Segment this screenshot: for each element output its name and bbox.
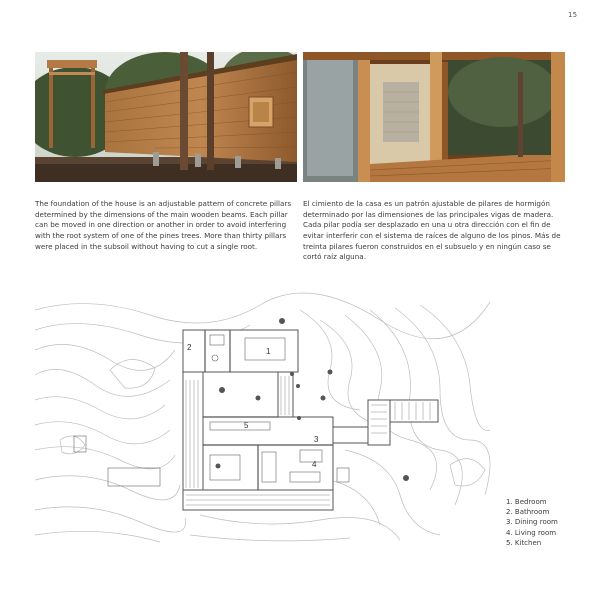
legend-item-kitchen: 5. Kitchen <box>506 538 542 547</box>
room-number-bathroom: 2 <box>187 343 192 352</box>
room-number-dining: 3 <box>314 435 319 444</box>
plan-legend <box>506 497 558 548</box>
house-walls <box>183 330 438 510</box>
caption-spanish: El cimiento de la casa es un patrón ajustable de pilares de hormigón determinado por las dimensiones de las principales vigas de madera. Cada pilar podía ser desplazado en una u otra dirección con el fin de evitar interferir con el sistema de raíces de alguno de los pinos. Más de treinta pilares fueron construidos en el subsuelo y en ningún caso se cortó raíz alguna. <box>303 199 561 262</box>
room-number-bedroom: 1 <box>266 347 271 356</box>
interior-photo-image <box>303 52 565 182</box>
room-number-living: 4 <box>312 460 317 469</box>
page-number: 15 <box>568 11 578 19</box>
room-number-kitchen: 5 <box>244 421 249 430</box>
legend-item-bedroom: 1. Bedroom <box>506 498 547 506</box>
legend-item-dining-room: 3. Dining room <box>506 518 558 527</box>
legend-item-bathroom: 2. Bathroom <box>506 508 550 517</box>
interior-photo <box>303 52 565 182</box>
exterior-photo <box>35 52 297 182</box>
caption-english: The foundation of the house is an adjustable pattern of concrete pillars determined by the dimensions of the main wooden beams. Each pillar can be moved in one direction or another in order to avoid interfering with the root system of one of the pines trees. More than thirty pillars were placed in the subsoil without having to cut a single root. <box>35 199 292 251</box>
legend-item-living-room: 4. Living room <box>506 528 557 537</box>
exterior-photo-image <box>35 52 297 182</box>
